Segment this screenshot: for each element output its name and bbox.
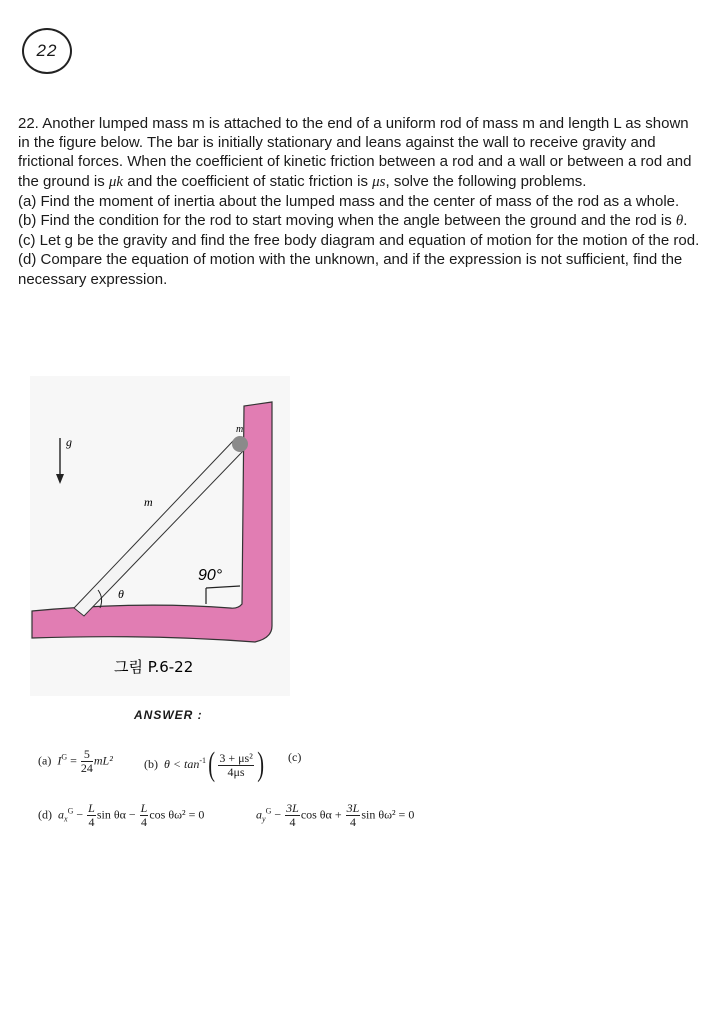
problem-number-badge (22, 28, 72, 74)
answer-c: (c) (288, 750, 302, 764)
answer-b-fraction: $\frac{\text{3 + μs²}}{4\mu s}$ (219, 750, 253, 779)
rod-mass-label: m (144, 495, 153, 509)
part-c-text: (c) Let g be the gravity and find the free body diagram and equation of motion for the motion of the rod. (18, 232, 700, 250)
mu-s-symbol: μs (372, 173, 386, 190)
answer-a: (a) $I^G$ = $\frac{5}{24}$ mL² (38, 747, 113, 775)
answer-a-fraction: $\frac{5}{24}$ (80, 747, 93, 775)
answer-heading: ANSWER : (134, 708, 203, 722)
rod-wall-figure (30, 376, 290, 696)
mu-k-symbol: μk (108, 173, 124, 190)
part-a-text: (a) Find the moment of inertia about the lumped mass and the center of mass of the rod as a whole. (18, 192, 680, 210)
answer-b: (b) $\theta < \tan^{-1}$( $\frac{\text{3 + μs²}}{4\mu s}$ ) (144, 746, 264, 783)
answer-line-d (38, 798, 458, 834)
part-b-text: (b) Find the condition for the rod to start moving when the angle between the ground and the rod is θ. (18, 212, 688, 230)
right-angle-label: 90° (198, 567, 223, 584)
answer-line-abc (38, 740, 498, 783)
lumped-mass (232, 436, 248, 452)
answer-d-y: $a_y^G$ − $\frac{3L}{4}$ cos θα + $\frac{3L}{4}$ sin θω² = 0 (256, 801, 415, 829)
gravity-label: g (66, 435, 72, 449)
problem-intro: 22. Another lumped mass m is attached to the end of a uniform rod of mass m and length L as shown in the figure below. The bar is initially stationary and leans against the wall to receive gravity and frictional forces. When the coefficient of kinetic friction between a rod and a wall or between a rod and the ground is μk and the coefficient of static friction is μs, solve the following problems. (18, 115, 692, 190)
theta-label: θ (118, 587, 124, 601)
lumped-mass-label: m (236, 424, 244, 435)
figure-caption: 그림 P.6-22 (114, 658, 194, 676)
problem-statement (18, 114, 702, 289)
problem-number: 22 (36, 41, 58, 60)
answer-d-x: (d) $a_x^G$ − $\frac{L}{4}$ sin θα − $\frac{L}{4}$ cos θω² = 0 (38, 801, 205, 829)
theta-symbol: θ (675, 213, 684, 230)
part-d-text: (d) Compare the equation of motion with the unknown, and if the expression is not sufficient, find the necessary expression. (18, 251, 683, 288)
